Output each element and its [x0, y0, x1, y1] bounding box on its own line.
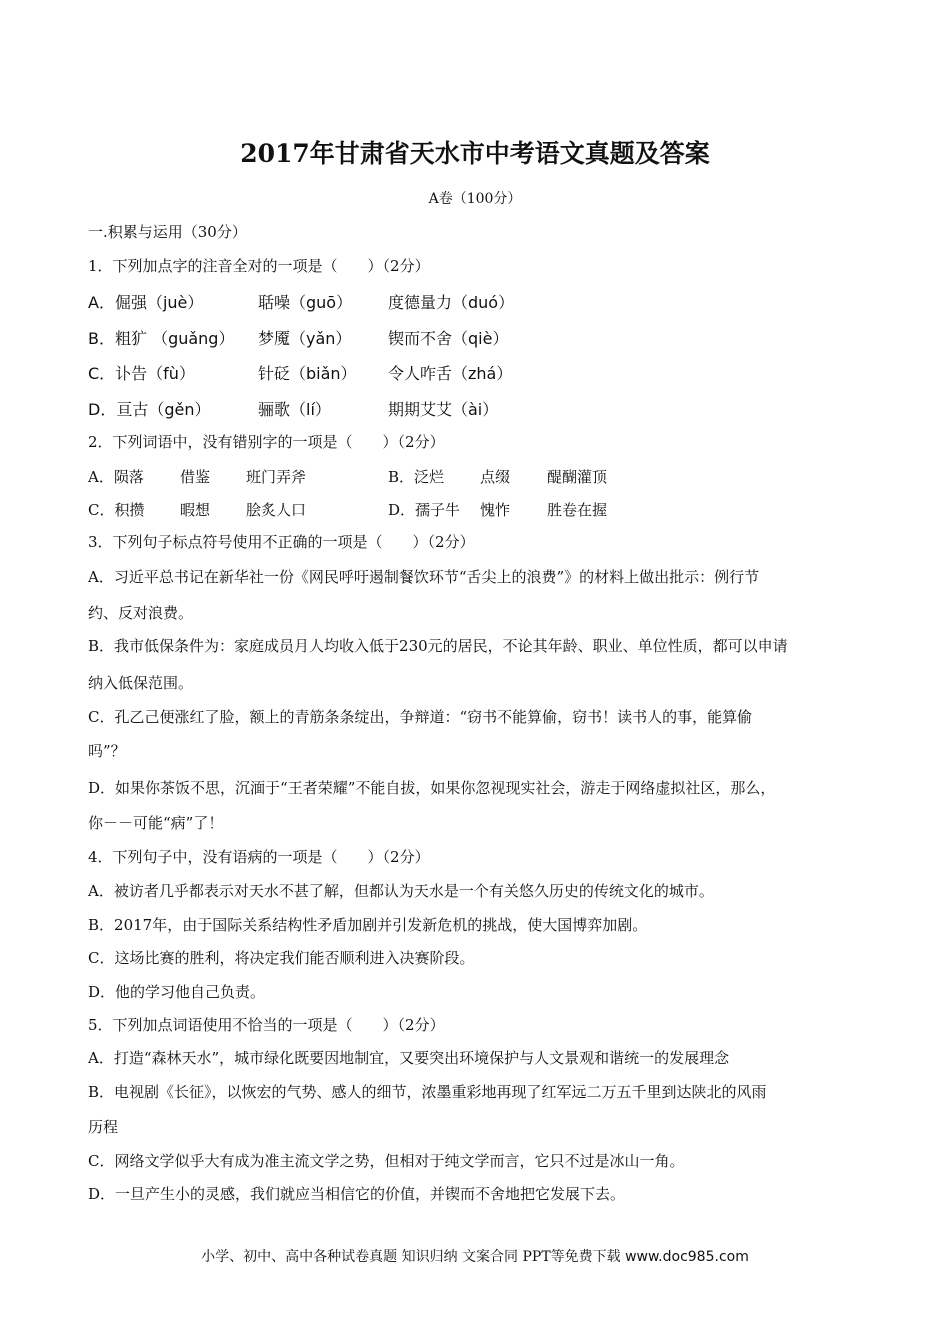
answer-option: B．粗犷 （guǎng） — [88, 329, 235, 348]
answer-option: C．积攒 — [88, 501, 145, 519]
question-stem: 1．下列加点字的注音全对的一项是（ ）（2分） — [88, 257, 430, 275]
answer-option: 胜卷在握 — [547, 501, 608, 519]
answer-option: 班门弄斧 — [246, 468, 307, 486]
text-line: C．孔乙己便涨红了脸，额上的青筋条条绽出，争辩道：“窃书不能算偷，窃书！读书人的事，能算偷 — [88, 708, 753, 726]
answer-option: 点缀 — [480, 468, 511, 486]
answer-option: 借鉴 — [180, 468, 211, 486]
answer-option: 暇想 — [180, 501, 211, 519]
text-line: B．我市低保条件为：家庭成员月人均收入低于230元的居民，不论其年龄、职业、单位性质，都可以申请 — [88, 637, 788, 655]
text-line: D．他的学习他自己负责。 — [88, 983, 266, 1001]
text-line: 吗”？ — [88, 742, 126, 760]
text-line: 3．下列句子标点符号使用不正确的一项是（ ）（2分） — [88, 533, 475, 551]
text-line: 历程 — [88, 1118, 119, 1136]
text-line: 4．下列句子中，没有语病的一项是（ ）（2分） — [88, 848, 430, 866]
answer-option: 醍醐灌顶 — [547, 468, 608, 486]
answer-option: 脍炙人口 — [246, 501, 307, 519]
document-title: 2017年甘肃省天水市中考语文真题及答案 — [240, 139, 710, 168]
text-line: B．2017年，由于国际关系结构性矛盾加剧并引发新危机的挑战，使大国博弈加剧。 — [88, 916, 648, 934]
text-line: A．打造“森林天水”，城市绿化既要因地制宜，又要突出环境保护与人文景观和谐统一的发展理念 — [88, 1049, 730, 1067]
text-line: 5．下列加点词语使用不恰当的一项是（ ）（2分） — [88, 1016, 445, 1034]
answer-option: 令人咋舌（zhá） — [388, 364, 513, 383]
answer-option: 锲而不舍（qiè） — [388, 329, 509, 348]
text-line: C．这场比赛的胜利，将决定我们能否顺利进入决赛阶段。 — [88, 949, 475, 967]
answer-option: D．孺子牛 — [388, 501, 461, 519]
question-stem: 2．下列词语中，没有错别字的一项是（ ）（2分） — [88, 433, 445, 451]
answer-option: 针砭（biǎn） — [258, 364, 357, 383]
answer-option: 骊歌（lí） — [258, 400, 331, 419]
text-line: 纳入低保范围。 — [88, 674, 194, 692]
section-heading: 一.积累与运用（30分） — [88, 223, 247, 241]
section-subtitle: A卷（100分） — [428, 191, 522, 207]
text-line: D．一旦产生小的灵感，我们就应当相信它的价值，并锲而不舍地把它发展下去。 — [88, 1185, 626, 1203]
text-line: B．电视剧《长征》，以恢宏的气势、感人的细节，浓墨重彩地再现了红军远二万五千里到达陕北的风雨 — [88, 1083, 767, 1101]
answer-option: 梦魇（yǎn） — [258, 329, 352, 348]
text-line: A．习近平总书记在新华社一份《网民呼吁遏制餐饮环节“舌尖上的浪费”》的材料上做出批示：例行节 — [88, 568, 760, 586]
answer-option: D．亘古（gěn） — [88, 400, 211, 419]
text-line: D．如果你茶饭不思，沉湎于“王者荣耀”不能自拔，如果你忽视现实社会，游走于网络虚拟社区，那么， — [88, 779, 776, 797]
answer-option: 聒噪（guō） — [258, 293, 353, 312]
text-line: 你－－可能“病”了！ — [88, 814, 224, 832]
text-line: A．被访者几乎都表示对天水不甚了解，但都认为天水是一个有关悠久历史的传统文化的城市。 — [88, 882, 714, 900]
answer-option: A．陨落 — [88, 468, 144, 486]
answer-option: A．倔强（juè） — [88, 293, 204, 312]
answer-option: B．泛烂 — [388, 468, 445, 486]
footer-link[interactable]: www.doc985.com — [625, 1249, 749, 1265]
answer-option: 度德量力（duó） — [388, 293, 515, 312]
footer — [0, 1246, 950, 1266]
footer-text: 小学、初中、高中各种试卷真题 知识归纳 文案合同 PPT等免费下载 — [201, 1249, 621, 1265]
answer-option: 期期艾艾（ài） — [388, 400, 499, 419]
text-line: C．网络文学似乎大有成为准主流文学之势，但相对于纯文学而言，它只不过是冰山一角。 — [88, 1152, 685, 1170]
answer-option: 愧怍 — [480, 501, 511, 519]
answer-option: C．讣告（fù） — [88, 364, 195, 383]
text-line: 约、反对浪费。 — [88, 604, 194, 622]
